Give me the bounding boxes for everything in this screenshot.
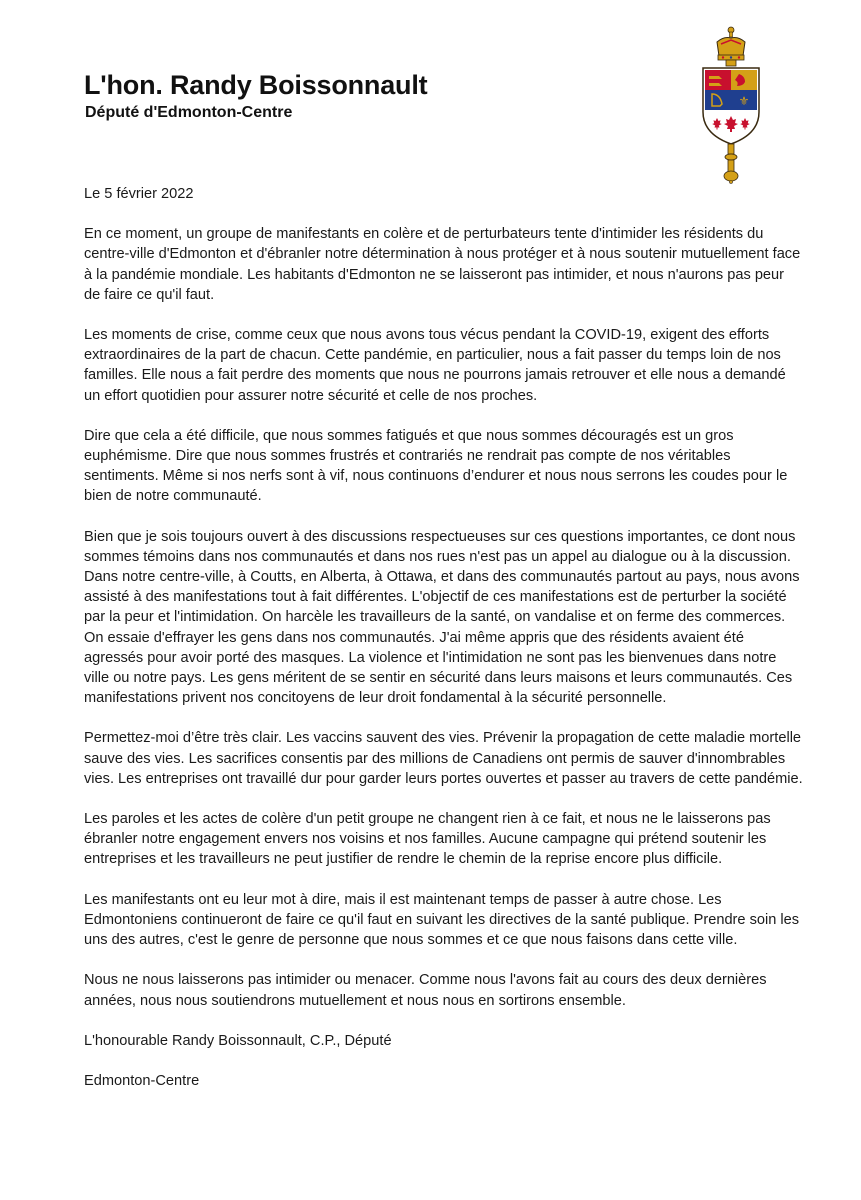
paragraph-6: Les paroles et les actes de colère d'un petit groupe ne changent rien à ce fait, et nous ne le laisserons pas ébranler notre engagement envers nos voisins et nos familles. Aucune campagne qui prétend soutenir les entreprises et les travailleurs ne peut justifier de rendre le chemin de la reprise encore plus difficile. bbox=[84, 811, 771, 868]
signature-riding: Edmonton-Centre bbox=[84, 1072, 200, 1089]
crown-icon bbox=[717, 27, 745, 60]
paragraph-2: Les moments de crise, comme ceux que nous avons tous vécus pendant la COVID-19, exigent des efforts extraordinaires de la part de chacun. Cette pandémie, en particulier, nous a fait passer du temps loin de nos familles. Elle nous a fait perdre des moments que nous ne pourrons jamais retrouver et elle nous a demandé un effort quotidien pour assurer notre sécurité et celle de nos proches. bbox=[84, 327, 786, 404]
sender-name: L'hon. Randy Boissonnault bbox=[84, 70, 428, 100]
sender-title: Député d'Edmonton-Centre bbox=[85, 104, 293, 121]
shield-icon bbox=[703, 68, 759, 144]
paragraph-8: Nous ne nous laisserons pas intimider ou menacer. Comme nous l'avons fait au cours des deux dernières années, nous nous soutiendrons mutuellement et nous nous en sortirons ensemble. bbox=[84, 972, 767, 1009]
paragraph-3: Dire que cela a été difficile, que nous sommes fatigués et que nous sommes découragés est un gros euphémisme. Dire que nous sommes frustrés et contrariés ne rendrait pas compte de nos véritables sentiments. Même si nos nerfs sont à vif, nous continuons d’endurer et nous nous serrons les coudes pour le bien de notre communauté. bbox=[84, 427, 788, 505]
paragraph-7: Les manifestants ont eu leur mot à dire, mais il est maintenant temps de passer à autre chose. Les Edmontoniens continueront de faire ce qu'il faut en suivant les directives de la santé publique. Prendre soin les uns des autres, c'est le genre de personne que nous sommes et ce que nous faisons dans cette ville. bbox=[84, 891, 800, 949]
letter-body bbox=[84, 184, 804, 1111]
paragraph-1: En ce moment, un groupe de manifestants en colère et de perturbateurs tente d'intimider les résidents du centre-ville d'Edmonton et d'ébranler notre détermination à nous protéger et à nous soutenir mutuellement face à la pandémie mondiale. Les habitants d'Edmonton ne se laisseront pas intimider, et nous n'aurons pas peur de faire ce qu'il faut. bbox=[84, 226, 801, 303]
signature-name: L'honourable Randy Boissonnault, C.P., Député bbox=[84, 1032, 392, 1049]
paragraph-4: Bien que je sois toujours ouvert à des discussions respectueuses sur ces questions importantes, ce dont nous sommes témoins dans nos communautés et dans nos rues n'est pas un appel au dialogue ou à la discussion. Dans notre centre-ville, à Coutts, en Alberta, à Ottawa, et dans des communautés partout au pays, nous avons assisté à des manifestations tout à fait différentes. L'objectif de ces manifestations est de perturber la société par la peur et l'intimidation. On harcèle les travailleurs de la santé, on vandalise et on ferme des commerces. On essaie d'effrayer les gens dans nos communautés. J'ai même appris que des résidents avaient été agressés pour avoir porté des masques. La violence et l'intimidation ne sont pas les bienvenues dans notre ville ou notre pays. Les gens méritent de se sentir en sécurité dans leurs maisons et leurs communautés. Ces manifestations privent nos concitoyens de leur droit fondamental à la sécurité personnelle. bbox=[84, 528, 800, 707]
mace-crest-icon bbox=[697, 26, 765, 184]
signature-block bbox=[84, 1031, 804, 1091]
svg-text:⚜: ⚜ bbox=[738, 94, 750, 108]
paragraph-5: Permettez-moi d’être très clair. Les vaccins sauvent des vies. Prévenir la propagation de cette maladie mortelle sauve des vies. Les sacrifices consentis par des millions de Canadiens ont permis de sauver d'innombrables vies. Les entreprises ont travaillé dur pour garder leurs portes ouvertes et passer au travers de cette pandémie. bbox=[84, 730, 803, 787]
mace-shaft-icon bbox=[724, 144, 738, 184]
letter-date: Le 5 février 2022 bbox=[84, 186, 194, 202]
